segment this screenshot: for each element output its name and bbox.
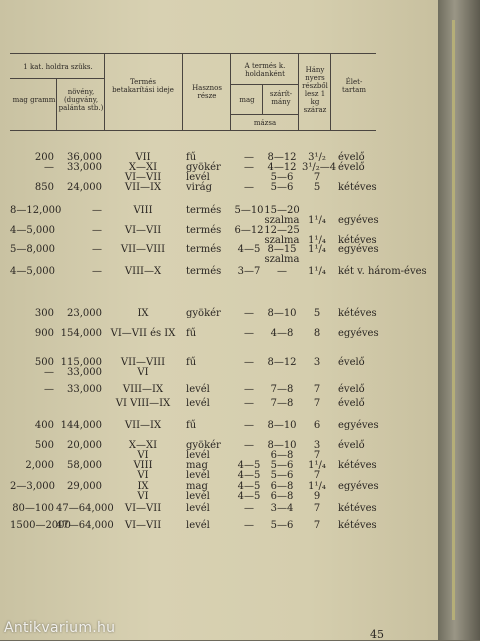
- table-cell-ratio: 1¹/₄: [308, 266, 326, 277]
- table-cell-yseed: 4—5: [237, 491, 261, 502]
- table-cell-ydry: 5—6: [270, 470, 294, 481]
- table-cell-plants: 23,000: [67, 308, 102, 319]
- table-cell-seed: 4—5,000: [10, 225, 55, 236]
- table-cell-ydry: 8—12: [267, 357, 297, 368]
- table-cell-yseed: 5—10: [234, 205, 264, 216]
- table-cell-ratio: 3¹/₂: [308, 152, 326, 163]
- header-fresh-per-dry: Hány nyers részből lesz 1 kg száraz: [302, 66, 328, 114]
- table-cell-harvest: VIII: [133, 460, 153, 471]
- table-cell-ydry: szalma: [264, 215, 300, 226]
- table-cell-harvest: VII—VIII: [120, 357, 166, 368]
- table-cell-yseed: —: [244, 162, 254, 173]
- table-cell-yseed: 6—12: [234, 225, 264, 236]
- table-cell-ydry: 4—12: [267, 162, 297, 173]
- table-cell-harvest: IX: [137, 481, 149, 492]
- table-cell-harvest: VI: [137, 491, 149, 502]
- table-cell-plants: 115,000: [60, 357, 102, 368]
- table-cell-seed: —: [44, 384, 54, 395]
- table-cell-life: évelő: [338, 162, 365, 173]
- table-cell-plants: 33,000: [67, 384, 102, 395]
- weight-group-rule: [10, 78, 104, 79]
- table-cell-seed: 8—12,000: [10, 205, 62, 216]
- table-cell-seed: 2—3,000: [10, 481, 55, 492]
- table-cell-ratio: 5: [313, 182, 321, 193]
- table-cell-ydry: 7—8: [270, 384, 294, 395]
- table-cell-ydry: 6—8: [270, 450, 294, 461]
- header-top-rule: [10, 53, 376, 54]
- header-lifespan: Élet-tartam: [342, 78, 366, 94]
- table-cell-yseed: —: [244, 503, 254, 514]
- table-cell-ydry: 8—15: [267, 244, 297, 255]
- table-cell-life: kétéves: [338, 520, 377, 531]
- table-cell-ratio: 8: [313, 328, 321, 339]
- table-cell-part: termés: [186, 205, 222, 216]
- table-cell-seed: 900: [34, 328, 54, 339]
- table-cell-life: egyéves: [338, 215, 379, 226]
- table-cell-harvest: X—XI: [128, 440, 158, 451]
- table-cell-ydry: 5—6: [270, 172, 294, 183]
- table-cell-ydry: 5—6: [270, 460, 294, 471]
- table-cell-harvest: VIII: [133, 205, 153, 216]
- table-cell-plants: 144,000: [60, 420, 102, 431]
- table-cell-ydry: —: [277, 266, 287, 277]
- table-cell-seed: 850: [34, 182, 54, 193]
- table-cell-harvest: VI: [137, 367, 149, 378]
- table-cell-plants: 20,000: [67, 440, 102, 451]
- table-cell-harvest: VI—VII: [124, 503, 162, 514]
- table-cell-yseed: —: [244, 328, 254, 339]
- table-cell-yseed: —: [244, 520, 254, 531]
- table-cell-ydry: 8—10: [267, 440, 297, 451]
- table-cell-life: kétéves: [338, 235, 377, 246]
- table-cell-ratio: 1¹/₄: [308, 244, 326, 255]
- table-cell-ydry: 8—10: [267, 420, 297, 431]
- table-cell-life: kétéves: [338, 308, 377, 319]
- table-cell-plants: —: [92, 225, 102, 236]
- table-cell-part: termés: [186, 266, 222, 277]
- table-cell-part: fű: [186, 420, 197, 431]
- col-sep-3: [182, 53, 183, 130]
- col-sep-4: [230, 53, 231, 130]
- table-cell-ratio: 7: [313, 450, 321, 461]
- table-cell-part: virág: [186, 182, 212, 193]
- table-cell-harvest: VII: [135, 152, 151, 163]
- table-cell-life: két v. három-éves: [338, 266, 427, 277]
- table-cell-part: fű: [186, 328, 197, 339]
- table-cell-plants: 154,000: [60, 328, 102, 339]
- table-cell-yseed: 4—5: [237, 470, 261, 481]
- col-sep-1: [56, 78, 57, 130]
- table-cell-seed: 80—100: [12, 503, 54, 514]
- table-cell-part: gyökér: [186, 162, 221, 173]
- yield-group-rule: [230, 84, 298, 85]
- table-cell-ydry: 8—12: [267, 152, 297, 163]
- table-cell-part: levél: [186, 398, 210, 409]
- table-cell-life: évelő: [338, 357, 365, 368]
- table-cell-life: évelő: [338, 152, 365, 163]
- table-cell-harvest: VIII—IX: [122, 384, 164, 395]
- table-cell-seed: 1500—2000: [10, 520, 71, 531]
- table-cell-seed: —: [44, 162, 54, 173]
- table-cell-ydry: 5—6: [270, 520, 294, 531]
- table-cell-plants: 58,000: [67, 460, 102, 471]
- table-cell-ratio: 5: [313, 308, 321, 319]
- header-yield-unit: mázsa: [253, 119, 277, 127]
- table-cell-harvest: VI—VII: [124, 520, 162, 531]
- table-cell-plants: —: [92, 205, 102, 216]
- table-cell-ydry: 6—8: [270, 481, 294, 492]
- table-cell-part: levél: [186, 172, 210, 183]
- col-sep-5: [262, 84, 263, 114]
- table-cell-life: egyéves: [338, 420, 379, 431]
- table-cell-yseed: —: [244, 384, 254, 395]
- table-cell-ydry: 6—8: [270, 491, 294, 502]
- table-cell-part: levél: [186, 470, 210, 481]
- table-cell-ydry: 4—8: [270, 328, 294, 339]
- table-cell-seed: —: [44, 367, 54, 378]
- table-cell-plants: 33,000: [67, 367, 102, 378]
- header-useful-part: Hasznos része: [192, 84, 222, 100]
- table-cell-ratio: 7: [313, 470, 321, 481]
- table-cell-part: fű: [186, 357, 197, 368]
- table-cell-life: évelő: [338, 440, 365, 451]
- header-yield-group: A termés k. holdanként: [244, 62, 286, 78]
- table-cell-plants: —: [92, 266, 102, 277]
- table-cell-ydry: 15—20: [264, 205, 300, 216]
- table-cell-ratio: 3: [313, 440, 321, 451]
- table-cell-harvest: X—XI: [128, 162, 158, 173]
- header-weight-group: 1 kat. holdra szüks.: [23, 63, 93, 71]
- table-cell-ydry: szalma: [264, 235, 300, 246]
- table-cell-harvest: VII—IX: [124, 182, 162, 193]
- table-cell-ratio: 1¹/₄: [308, 460, 326, 471]
- table-cell-ratio: 7: [313, 172, 321, 183]
- table-cell-life: kétéves: [338, 503, 377, 514]
- table-cell-ydry: 12—25: [264, 225, 300, 236]
- table-cell-plants: 47—64,000: [56, 520, 114, 531]
- table-cell-yseed: 3—7: [237, 266, 261, 277]
- table-cell-part: levél: [186, 520, 210, 531]
- table-cell-ratio: 1¹/₄: [308, 481, 326, 492]
- table-cell-plants: 33,000: [67, 162, 102, 173]
- col-sep-7: [330, 53, 331, 130]
- table-cell-harvest: VI—VII: [124, 225, 162, 236]
- table-cell-yseed: —: [244, 182, 254, 193]
- table-cell-seed: 5—8,000: [10, 244, 55, 255]
- table-cell-life: egyéves: [338, 328, 379, 339]
- table-cell-part: levél: [186, 384, 210, 395]
- table-cell-ratio: 3¹/₂—4: [302, 162, 337, 173]
- table-cell-ydry: szalma: [264, 254, 300, 265]
- table-cell-seed: 500: [34, 440, 54, 451]
- table-cell-yseed: 4—5: [237, 244, 261, 255]
- table-cell-ratio: 7: [313, 384, 321, 395]
- page-number: 45: [370, 628, 384, 641]
- table-cell-harvest: IX: [137, 308, 149, 319]
- table-cell-ratio: 7: [313, 503, 321, 514]
- table-cell-ratio: 3: [313, 357, 321, 368]
- table-cell-plants: 36,000: [67, 152, 102, 163]
- header-yield-seed: mag: [239, 96, 255, 104]
- table-cell-seed: 300: [34, 308, 54, 319]
- col-sep-2: [104, 53, 105, 130]
- table-cell-part: levél: [186, 503, 210, 514]
- table-cell-ratio: 1¹/₄: [308, 215, 326, 226]
- table-cell-seed: 500: [34, 357, 54, 368]
- table-cell-yseed: —: [244, 420, 254, 431]
- header-harvest-time: Termés betakarítási ideje: [112, 78, 174, 94]
- table-cell-ratio: 6: [313, 420, 321, 431]
- table-cell-plants: 29,000: [67, 481, 102, 492]
- table-cell-life: kétéves: [338, 182, 377, 193]
- table-cell-harvest: VII—IX: [124, 420, 162, 431]
- table-cell-life: kétéves: [338, 460, 377, 471]
- header-bottom-rule: [10, 130, 376, 131]
- table-cell-life: évelő: [338, 384, 365, 395]
- table-cell-harvest: VI VIII—IX: [115, 398, 171, 409]
- table-cell-yseed: —: [244, 398, 254, 409]
- table-cell-harvest: VIII—X: [124, 266, 162, 277]
- table-cell-life: évelő: [338, 398, 365, 409]
- table-cell-ydry: 3—4: [270, 503, 294, 514]
- table-cell-harvest: VI: [137, 450, 149, 461]
- table-cell-part: fű: [186, 152, 197, 163]
- watermark: Antikvarium.hu: [4, 620, 116, 636]
- table-cell-yseed: 4—5: [237, 481, 261, 492]
- header-yield-dry: szárít-mány: [269, 90, 293, 106]
- table-cell-harvest: VI: [137, 470, 149, 481]
- col-sep-6: [298, 53, 299, 130]
- table-cell-part: mag: [186, 481, 208, 492]
- table-cell-yseed: —: [244, 357, 254, 368]
- table-cell-seed: 400: [34, 420, 54, 431]
- table-cell-yseed: 4—5: [237, 460, 261, 471]
- table-cell-life: egyéves: [338, 244, 379, 255]
- table-cell-ratio: 7: [313, 398, 321, 409]
- table-cell-harvest: VI—VII és IX: [110, 328, 176, 339]
- table-cell-ydry: 7—8: [270, 398, 294, 409]
- table-cell-ratio: 9: [313, 491, 321, 502]
- table-cell-ratio: 1¹/₄: [308, 235, 326, 246]
- table-cell-life: egyéves: [338, 481, 379, 492]
- table-cell-harvest: VI—VII: [124, 172, 162, 183]
- table-cell-seed: 4—5,000: [10, 266, 55, 277]
- spine-binding-strip: [452, 20, 455, 620]
- table-cell-plants: 24,000: [67, 182, 102, 193]
- table-cell-ydry: 5—6: [270, 182, 294, 193]
- table-cell-part: gyökér: [186, 440, 221, 451]
- table-cell-ydry: 8—10: [267, 308, 297, 319]
- header-seed-grams: mag gramm: [12, 96, 56, 104]
- table-cell-part: gyökér: [186, 308, 221, 319]
- table-cell-part: mag: [186, 460, 208, 471]
- book-spine: [438, 0, 480, 640]
- table-cell-part: levél: [186, 450, 210, 461]
- table-cell-harvest: VII—VIII: [120, 244, 166, 255]
- table-cell-part: levél: [186, 491, 210, 502]
- table-cell-yseed: —: [244, 440, 254, 451]
- table-cell-part: termés: [186, 225, 222, 236]
- table-cell-seed: 2,000: [25, 460, 54, 471]
- table-cell-yseed: —: [244, 308, 254, 319]
- table-cell-part: termés: [186, 244, 222, 255]
- table-cell-yseed: —: [244, 152, 254, 163]
- table-cell-plants: —: [92, 244, 102, 255]
- table-cell-seed: 200: [34, 152, 54, 163]
- header-seedlings: növény, (dugvány, palánta stb.): [58, 88, 104, 112]
- table-cell-plants: 47—64,000: [56, 503, 114, 514]
- yield-unit-rule: [230, 114, 298, 115]
- table-cell-ratio: 7: [313, 520, 321, 531]
